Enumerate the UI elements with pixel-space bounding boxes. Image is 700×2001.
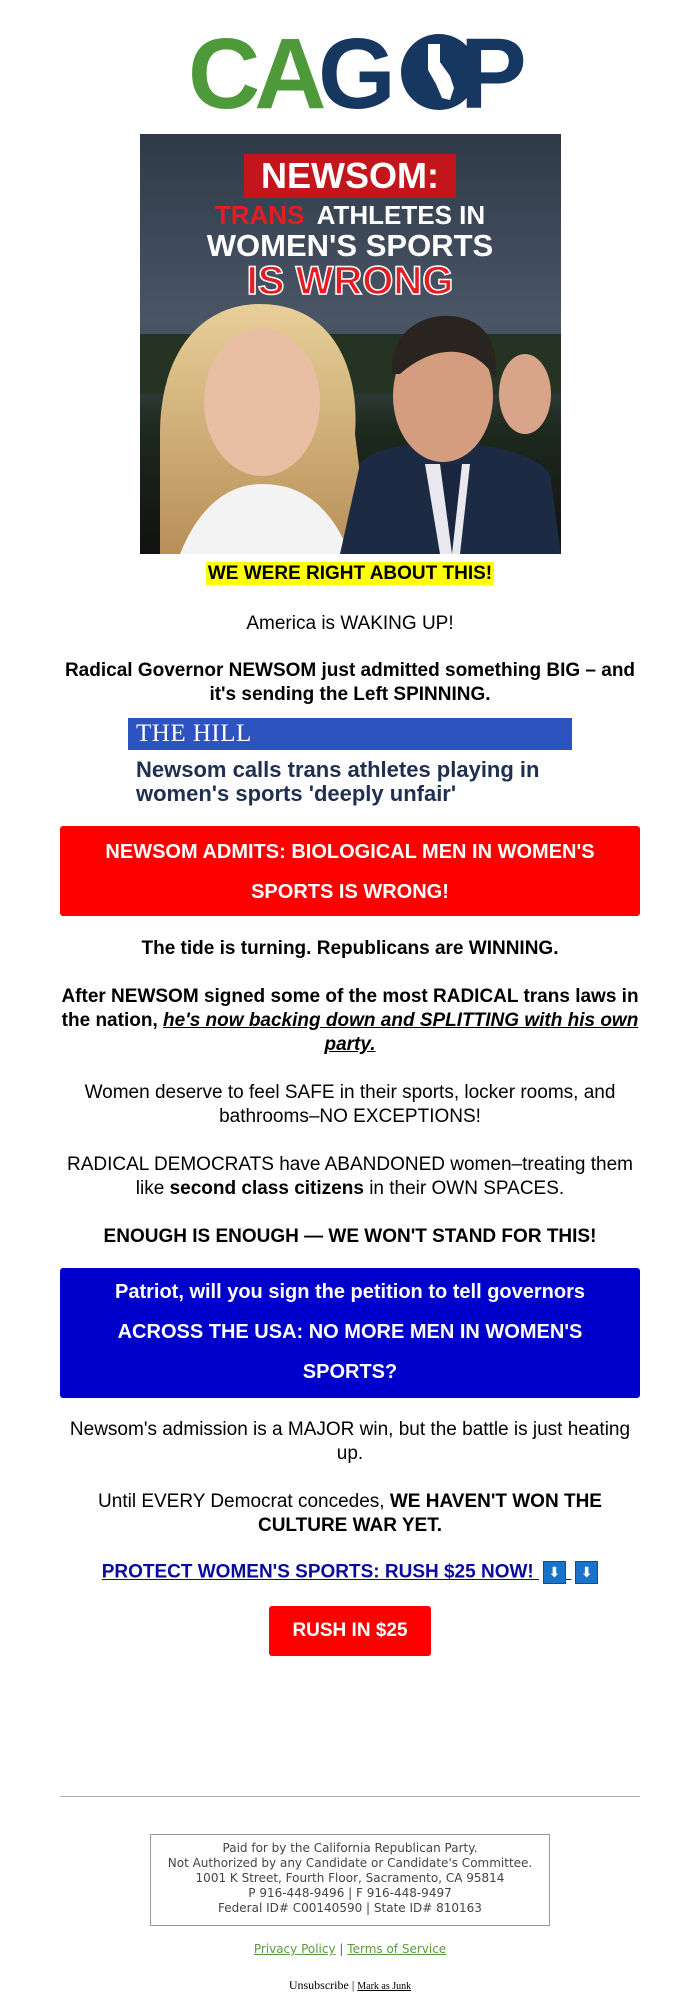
links-separator: | <box>339 1942 344 1956</box>
rush-25-button[interactable]: RUSH IN $25 <box>269 1606 431 1656</box>
logo-svg <box>188 18 527 130</box>
headline-line4: IS WRONG <box>246 259 454 303</box>
woman-face <box>204 328 320 476</box>
logo-text-ca: CA <box>188 18 321 130</box>
logo-text-g: G <box>318 18 396 130</box>
until-text-bold: WE HAVEN'T WON THE CULTURE WAR YET. <box>257 1491 602 1536</box>
disclaimer-line: Paid for by the California Republican Party. <box>222 1841 478 1855</box>
paid-for-disclaimer <box>150 1834 550 1926</box>
after-newsom-text: After NEWSOM signed some of the most RADICAL trans laws in the nation, <box>61 986 639 1031</box>
paragraph-after-newsom <box>60 985 640 1057</box>
disclaimer-line: P 916-448-9496 | F 916-448-9497 <box>248 1886 452 1900</box>
hero-image[interactable] <box>140 134 561 554</box>
the-hill-logo: THE HILL <box>128 718 572 750</box>
disclaimer-line: Federal ID# C00140590 | State ID# 810163 <box>218 1901 482 1915</box>
cagop-logo[interactable] <box>188 18 527 130</box>
democrats-text-1: RADICAL DEMOCRATS have ABANDONED women–treating them like <box>67 1154 633 1199</box>
democrats-text-bold: second class citizens <box>169 1178 364 1199</box>
unsubscribe-link[interactable]: Unsubscribe <box>288 1978 349 1992</box>
unsubscribe-row <box>0 1978 700 1993</box>
disclaimer-line: 1001 K Street, Fourth Floor, Sacramento, CA 95814 <box>195 1871 505 1885</box>
down-arrow-icon: ⬇ <box>575 1561 598 1584</box>
unsubscribe-separator: | <box>351 1978 355 1992</box>
the-hill-clipping[interactable] <box>128 718 572 806</box>
headline-line1: NEWSOM: <box>261 155 439 196</box>
headline-line2 <box>215 200 485 230</box>
after-newsom-emphasis: he's now backing down and SPLITTING with his own party. <box>163 1010 639 1055</box>
headline-trans: TRANS <box>214 200 305 230</box>
highlight-row <box>0 563 700 585</box>
footer-divider <box>60 1796 640 1797</box>
mark-as-junk-link[interactable]: Mark as Junk <box>357 1981 412 1992</box>
paragraph-democrats <box>60 1153 640 1201</box>
red-banner[interactable]: NEWSOM ADMITS: BIOLOGICAL MEN IN WOMEN'S SPORTS IS WRONG! <box>60 826 640 916</box>
paragraph-radical-governor: Radical Governor NEWSOM just admitted something BIG – and it's sending the Left SPINNING. <box>64 660 636 705</box>
headline-line3: WOMEN'S SPORTS <box>206 228 494 263</box>
paragraph-tide: The tide is turning. Republicans are WINNING. <box>141 938 559 959</box>
hero-graphic <box>140 134 561 554</box>
paragraph-until <box>60 1490 640 1538</box>
paragraph-enough: ENOUGH IS ENOUGH — WE WON'T STAND FOR THIS! <box>103 1226 597 1247</box>
disclaimer-line: Not Authorized by any Candidate or Candidate's Committee. <box>167 1856 533 1870</box>
highlight-text: WE WERE RIGHT ABOUT THIS! <box>207 563 493 584</box>
paragraph-america: America is WAKING UP! <box>246 613 454 634</box>
blue-petition-banner[interactable]: Patriot, will you sign the petition to tell governors ACROSS THE USA: NO MORE MEN IN WOMEN'S SPORTS? <box>60 1268 640 1398</box>
footer-links <box>0 1942 700 1956</box>
terms-of-service-link[interactable]: Terms of Service <box>347 1942 447 1956</box>
headline-athletes: ATHLETES IN <box>316 200 486 230</box>
the-hill-headline: Newsom calls trans athletes playing in women's sports 'deeply unfair' <box>136 757 540 806</box>
democrats-text-2: in their OWN SPACES. <box>369 1178 565 1199</box>
paragraph-women-safe: Women deserve to feel SAFE in their sports, locker rooms, and bathrooms–NO EXCEPTIONS! <box>84 1082 616 1127</box>
protect-sports-link[interactable] <box>0 1561 700 1584</box>
protect-sports-link-text[interactable]: PROTECT WOMEN'S SPORTS: RUSH $25 NOW! <box>101 1561 534 1583</box>
until-text: Until EVERY Democrat concedes, <box>98 1491 385 1512</box>
down-arrow-icon: ⬇ <box>543 1561 566 1584</box>
logo-text-p: P <box>460 18 527 130</box>
privacy-policy-link[interactable]: Privacy Policy <box>253 1942 336 1956</box>
man-hand <box>499 354 551 434</box>
paragraph-admission: Newsom's admission is a MAJOR win, but the battle is just heating up. <box>69 1419 631 1464</box>
